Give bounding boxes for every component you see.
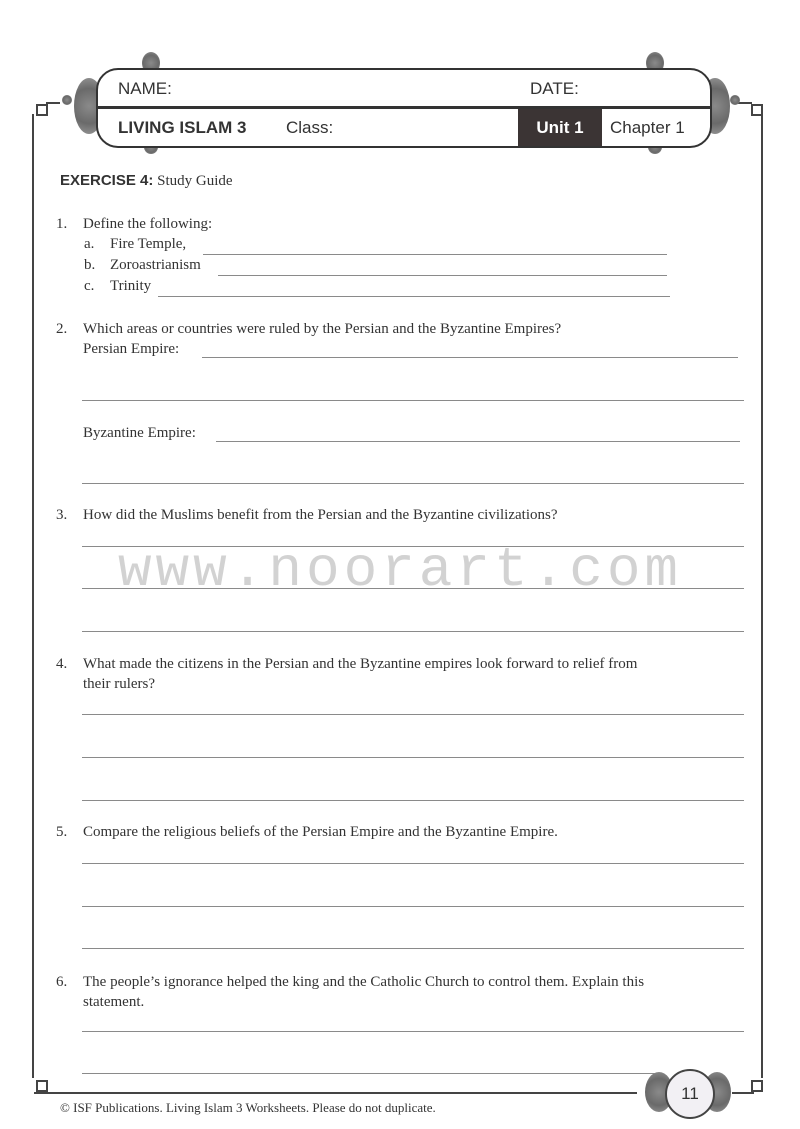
name-label: NAME: xyxy=(118,79,172,98)
exercise-subtitle: Study Guide xyxy=(157,173,233,189)
unit-badge: Unit 1 xyxy=(518,109,602,146)
frame-hook-icon xyxy=(36,104,48,116)
watermark: www.noorart.com xyxy=(117,538,683,602)
frame-connector xyxy=(738,102,752,104)
item-term: Fire Temple, xyxy=(110,236,187,252)
frame-hook-icon xyxy=(36,1080,48,1092)
frame-hook-icon xyxy=(751,104,763,116)
answer-line[interactable] xyxy=(218,275,667,276)
question-text-line2: their rulers? xyxy=(83,676,156,692)
answer-line[interactable] xyxy=(82,863,744,864)
exercise-title: EXERCISE 4: xyxy=(60,172,154,189)
worksheet-header xyxy=(96,68,712,148)
floral-ornament-icon xyxy=(730,95,740,105)
question-text: Compare the religious beliefs of the Persian Empire and the Byzantine Empire. xyxy=(83,824,558,840)
item-term: Trinity xyxy=(110,278,152,294)
header-row-name-date xyxy=(98,70,710,109)
field-label-byzantine: Byzantine Empire: xyxy=(83,425,196,441)
question-number: 5. xyxy=(56,824,68,840)
floral-ornament-icon xyxy=(62,95,72,105)
chapter-label: Chapter 1 xyxy=(610,118,685,137)
item-term: Zoroastrianism xyxy=(110,257,201,273)
question-text: Which areas or countries were ruled by the Persian and the Byzantine Empires? xyxy=(83,321,562,337)
question-number: 2. xyxy=(56,321,68,337)
answer-line-byzantine[interactable] xyxy=(216,441,740,442)
answer-line[interactable] xyxy=(82,400,744,401)
frame-connector xyxy=(46,102,60,104)
answer-line[interactable] xyxy=(82,757,744,758)
answer-line[interactable] xyxy=(203,254,667,255)
answer-line[interactable] xyxy=(82,800,744,801)
question-number: 4. xyxy=(56,656,68,672)
page-frame-bottom xyxy=(34,1092,637,1094)
item-letter: c. xyxy=(84,278,95,294)
question-text: Define the following: xyxy=(83,216,213,232)
date-label: DATE: xyxy=(530,79,579,98)
answer-line[interactable] xyxy=(82,1073,662,1074)
page-frame-bottom-right xyxy=(732,1092,754,1094)
answer-line[interactable] xyxy=(158,296,670,297)
question-text-line2: statement. xyxy=(83,994,145,1010)
page-number: 11 xyxy=(665,1069,715,1119)
copyright-footer: © ISF Publications. Living Islam 3 Worksheets. Please do not duplicate. xyxy=(60,1100,436,1115)
answer-line[interactable] xyxy=(82,906,744,907)
class-label: Class: xyxy=(286,118,334,137)
answer-line[interactable] xyxy=(82,714,744,715)
field-label-persian: Persian Empire: xyxy=(83,341,180,357)
item-letter: b. xyxy=(84,257,96,273)
answer-line[interactable] xyxy=(82,1031,744,1032)
book-title: LIVING ISLAM 3 xyxy=(118,118,247,137)
question-text-line1: What made the citizens in the Persian and the Byzantine empires look forward to relief from xyxy=(83,656,638,672)
question-text: How did the Muslims benefit from the Persian and the Byzantine civilizations? xyxy=(83,507,558,523)
answer-line[interactable] xyxy=(82,948,744,949)
header-row-title xyxy=(98,109,710,146)
item-letter: a. xyxy=(84,236,95,252)
exercise-heading xyxy=(60,172,233,190)
question-text-line1: The people’s ignorance helped the king and the Catholic Church to control them. Explain this xyxy=(83,974,645,990)
frame-hook-icon xyxy=(751,1080,763,1092)
answer-line[interactable] xyxy=(82,483,744,484)
answer-line-persian[interactable] xyxy=(202,357,738,358)
question-number: 1. xyxy=(56,216,68,232)
answer-line[interactable] xyxy=(82,631,744,632)
question-number: 6. xyxy=(56,974,68,990)
question-number: 3. xyxy=(56,507,68,523)
